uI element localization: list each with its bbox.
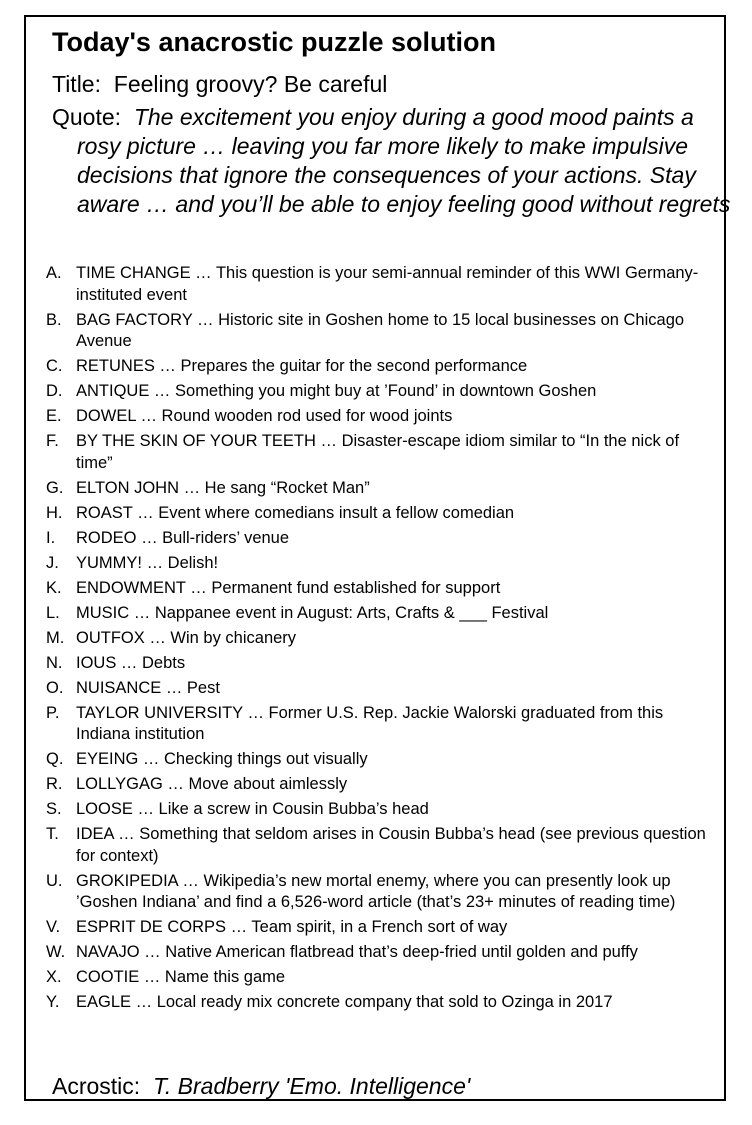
clue-item [46,703,706,746]
title-label: Title: [52,71,101,97]
clue-text: LOOSE … Like a screw in Cousin Bubba’s head [76,800,429,818]
clue-letter: Q. [46,750,64,768]
clue-letter: H. [46,503,63,522]
title-text: Feeling groovy? Be careful [113,71,388,97]
clue-item [46,503,706,525]
clue-item [46,578,706,600]
clue-text: ROAST … Event where comedians insult a fellow comedian [76,503,515,522]
clue-letter: K. [46,578,62,597]
clue-text: TIME CHANGE … This question is your semi-annual reminder of this WWI Germany-instituted event [76,264,699,304]
clue-item [46,917,706,939]
acrostic-text: T. Bradberry 'Emo. Intelligence' [152,1073,471,1099]
clue-item [46,406,706,428]
clue-letter: A. [46,264,62,282]
clue-text: COOTIE … Name this game [76,968,286,986]
clue-letter: T. [46,825,59,843]
clue-text: ANTIQUE … Something you might buy at ’Found’ in downtown Goshen [76,382,597,400]
clue-letter: O. [46,678,64,697]
clue-item [46,967,706,989]
clue-letter: B. [46,310,62,329]
clue-text: OUTFOX … Win by chicanery [76,628,297,647]
clue-item [46,528,706,550]
clue-letter: S. [46,800,62,818]
clue-text: DOWEL … Round wooden rod used for wood joints [76,407,453,425]
clue-letter: E. [46,407,62,425]
clue-letter: G. [46,478,64,497]
clue-text: IOUS … Debts [76,653,186,672]
page-title: Today's anacrostic puzzle solution [52,27,496,57]
clue-item [46,356,706,378]
clue-text: GROKIPEDIA … Wikipedia’s new mortal enemy, where you can presently look up ’Goshen Indiana’ and find a 6,526-word article (that’s 23+ minutes of reading time) [76,871,676,911]
clue-letter: N. [46,653,63,672]
clue-item [46,871,706,914]
clue-text: ELTON JOHN … He sang “Rocket Man” [76,478,370,497]
acrostic-label: Acrostic: [52,1073,141,1099]
clue-letter: Y. [46,993,60,1011]
clue-letter: J. [46,553,59,572]
clue-text: LOLLYGAG … Move about aimlessly [76,775,348,793]
clue-text: EYEING … Checking things out visually [76,750,368,768]
clue-text: YUMMY! … Delish! [76,553,219,572]
clue-item [46,824,706,867]
clue-text: NUISANCE … Pest [76,678,220,697]
clue-letter: W. [46,943,66,961]
clue-item [46,992,706,1014]
clue-item [46,553,706,575]
clue-text: BY THE SKIN OF YOUR TEETH … Disaster-escape idiom similar to “In the nick of time” [76,432,680,472]
clue-letter: U. [46,871,63,890]
clue-letter: L. [46,603,60,622]
puzzle-quote [52,103,737,219]
clue-text: EAGLE … Local ready mix concrete company that sold to Ozinga in 2017 [76,993,613,1011]
clue-item [46,381,706,403]
clue-letter: R. [46,775,63,793]
clue-item [46,942,706,964]
clue-letter: P. [46,703,60,722]
clue-letter: D. [46,382,63,400]
clue-letter: F. [46,432,59,450]
puzzle-title [52,70,387,98]
clue-item [46,431,706,474]
clue-item [46,628,706,650]
clue-text: ENDOWMENT … Permanent fund established for support [76,578,501,597]
clue-letter: X. [46,968,62,986]
clue-letter: I. [46,528,56,547]
clue-letter: V. [46,918,61,936]
clue-text: NAVAJO … Native American flatbread that’s deep-fried until golden and puffy [76,943,638,961]
clue-item [46,653,706,675]
clue-text: ESPRIT DE CORPS … Team spirit, in a French sort of way [76,918,508,936]
clue-text: RODEO … Bull-riders’ venue [76,528,290,547]
clue-item [46,603,706,625]
quote-label: Quote: [52,104,122,130]
clue-text: TAYLOR UNIVERSITY … Former U.S. Rep. Jackie Walorski graduated from this Indiana institution [76,703,664,743]
clue-item [46,478,706,500]
clue-letter: M. [46,628,65,647]
clue-item [46,799,706,821]
acrostic-line [52,1072,470,1100]
clue-list [46,263,706,1017]
quote-text: The excitement you enjoy during a good mood paints a rosy picture … leaving you far more likely to make impulsive decisions that ignore the consequences of your actions. Stay aware … and you’ll be able to enjoy feeling good without regrets [77,104,731,217]
puzzle-solution-panel [24,15,731,1101]
clue-text: BAG FACTORY … Historic site in Goshen home to 15 local businesses on Chicago Avenue [76,310,685,350]
clue-text: IDEA … Something that seldom arises in Cousin Bubba’s head (see previous question for context) [76,825,706,865]
clue-item [46,310,706,353]
clue-item [46,749,706,771]
clue-text: MUSIC … Nappanee event in August: Arts, Crafts & ___ Festival [76,603,549,622]
clue-text: RETUNES … Prepares the guitar for the second performance [76,357,528,375]
clue-item [46,774,706,796]
clue-item [46,678,706,700]
clue-item [46,263,706,306]
clue-letter: C. [46,357,63,375]
